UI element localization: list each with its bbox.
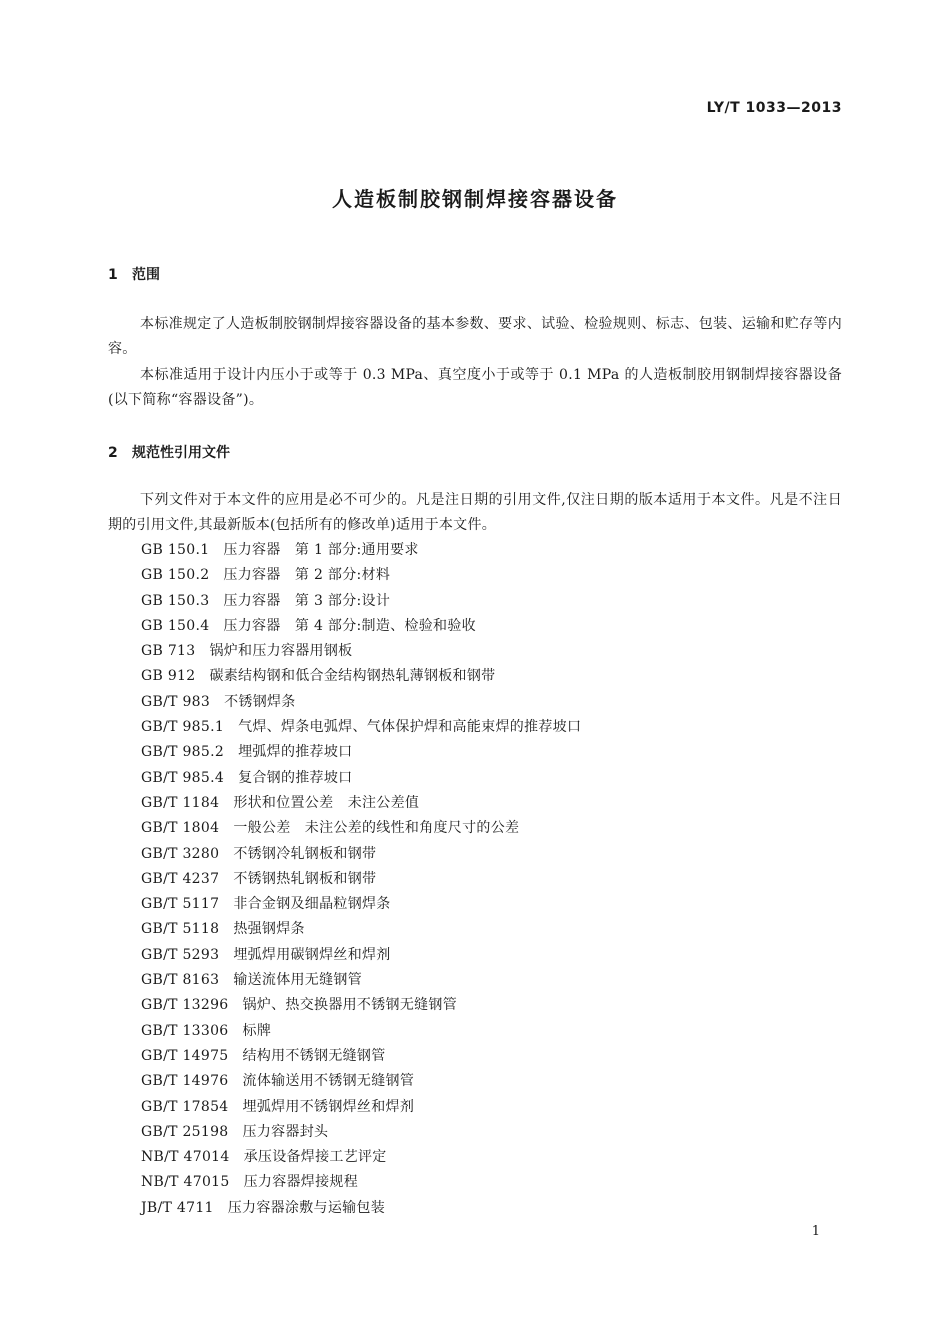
standard-code: LY/T 1033—2013 [706, 100, 842, 116]
reference-item [141, 968, 581, 993]
reference-item [141, 690, 581, 715]
normative-reference-list [141, 538, 581, 1221]
section-2-title: 规范性引用文件 [132, 445, 230, 461]
section-1-title: 范围 [132, 267, 160, 283]
reference-code: GB/T 5293 [141, 946, 220, 963]
document-title: 人造板制胶钢制焊接容器设备 [332, 187, 618, 211]
reference-title: 气焊、焊条电弧焊、气体保护焊和高能束焊的推荐坡口 [238, 719, 582, 736]
reference-title: 压力容器涂敷与运输包装 [227, 1199, 386, 1216]
reference-title: 不锈钢热轧钢板和钢带 [233, 870, 377, 887]
reference-title: 埋弧焊用碳钢焊丝和焊剂 [233, 946, 391, 963]
reference-code: GB/T 13296 [141, 997, 229, 1014]
reference-title: 压力容器封头 [242, 1123, 329, 1140]
section-1-heading [108, 264, 160, 284]
reference-item [141, 791, 581, 816]
section-1-number: 1 [108, 267, 118, 283]
reference-item [141, 943, 581, 968]
reference-title: 非合金钢及细晶粒钢焊条 [233, 896, 391, 913]
reference-item [141, 1145, 581, 1170]
reference-item [141, 563, 581, 588]
reference-item [141, 1095, 581, 1120]
reference-code: GB 150.1 [141, 542, 210, 558]
reference-item [141, 664, 581, 689]
reference-item [141, 538, 581, 563]
reference-item [141, 1170, 581, 1195]
reference-title: 输送流体用无缝钢管 [233, 972, 363, 989]
reference-title: 热强钢焊条 [233, 921, 305, 938]
reference-code: GB/T 4237 [141, 870, 220, 887]
reference-code: GB 150.2 [141, 567, 210, 584]
reference-title: 结构用不锈钢无缝钢管 [242, 1047, 386, 1064]
reference-title: 埋弧焊的推荐坡口 [238, 744, 353, 761]
reference-code: GB/T 983 [141, 693, 211, 710]
reference-title: 一般公差 未注公差的线性和角度尺寸的公差 [233, 820, 520, 837]
section-1-paragraph-1: 本标准规定了人造板制胶钢制焊接容器设备的基本参数、要求、试验、检验规则、标志、包装、运输和贮存等内容。 [108, 316, 842, 357]
section-2-number: 2 [108, 445, 118, 461]
reference-item [141, 639, 581, 664]
reference-title: 不锈钢冷轧钢板和钢带 [233, 845, 377, 862]
section-2-intro: 下列文件对于本文件的应用是必不可少的。凡是注日期的引用文件,仅注日期的版本适用于本文件。凡是不注日期的引用文件,其最新版本(包括所有的修改单)适用于本文件。 [108, 492, 842, 533]
reference-item [141, 917, 581, 942]
reference-item [141, 1196, 581, 1221]
reference-title: 锅炉和压力容器用钢板 [209, 643, 353, 660]
reference-title: 复合钢的推荐坡口 [238, 769, 353, 786]
reference-title: 标牌 [242, 1022, 272, 1039]
reference-code: GB 150.3 [141, 592, 210, 609]
reference-title: 压力容器 第 2 部分:材料 [223, 567, 391, 584]
section-2-heading [108, 442, 230, 462]
reference-code: GB/T 985.1 [141, 719, 225, 736]
reference-title: 不锈钢焊条 [224, 693, 296, 710]
reference-code: GB/T 25198 [141, 1123, 229, 1140]
reference-code: GB/T 14976 [141, 1073, 229, 1090]
reference-item [141, 867, 581, 892]
reference-code: GB/T 5118 [141, 921, 220, 938]
page-number: 1 [811, 1224, 820, 1239]
reference-code: GB/T 8163 [141, 972, 220, 989]
reference-item [141, 842, 581, 867]
reference-item [141, 614, 581, 639]
reference-title: 压力容器 第 3 部分:设计 [223, 592, 391, 609]
reference-item [141, 1069, 581, 1094]
reference-code: NB/T 47015 [141, 1174, 230, 1191]
reference-title: 流体输送用不锈钢无缝钢管 [242, 1073, 415, 1090]
reference-item [141, 1044, 581, 1069]
reference-item [141, 816, 581, 841]
reference-title: 埋弧焊用不锈钢焊丝和焊剂 [242, 1098, 415, 1115]
section-1-paragraph-2: 本标准适用于设计内压小于或等于 0.3 MPa、真空度小于或等于 0.1 MPa 的人造板制胶用钢制焊接容器设备(以下简称“容器设备”)。 [108, 367, 842, 408]
reference-code: JB/T 4711 [141, 1199, 214, 1216]
reference-title: 承压设备焊接工艺评定 [243, 1149, 387, 1166]
reference-item [141, 1120, 581, 1145]
reference-item [141, 715, 581, 740]
reference-item [141, 589, 581, 614]
reference-code: GB/T 985.4 [141, 769, 225, 786]
reference-code: GB 150.4 [141, 617, 210, 634]
reference-title: 碳素结构钢和低合金结构钢热轧薄钢板和钢带 [209, 668, 496, 685]
reference-code: GB/T 5117 [141, 896, 220, 913]
reference-code: GB/T 3280 [141, 845, 220, 862]
reference-title: 压力容器焊接规程 [243, 1174, 358, 1191]
reference-code: GB/T 17854 [141, 1098, 229, 1115]
reference-code: GB 713 [141, 643, 196, 660]
reference-code: GB/T 14975 [141, 1047, 229, 1064]
reference-item [141, 740, 581, 765]
reference-code: GB 912 [141, 668, 196, 685]
reference-code: GB/T 1184 [141, 794, 220, 811]
reference-code: GB/T 13306 [141, 1022, 229, 1039]
reference-title: 压力容器 第 4 部分:制造、检验和验收 [223, 617, 476, 634]
reference-item [141, 993, 581, 1018]
reference-item [141, 766, 581, 791]
reference-item [141, 1019, 581, 1044]
reference-code: GB/T 1804 [141, 820, 220, 837]
reference-item [141, 892, 581, 917]
reference-title: 形状和位置公差 未注公差值 [233, 794, 420, 811]
reference-code: GB/T 985.2 [141, 744, 225, 761]
reference-code: NB/T 47014 [141, 1149, 230, 1166]
reference-title: 压力容器 第 1 部分:通用要求 [223, 542, 419, 558]
reference-title: 锅炉、热交换器用不锈钢无缝钢管 [242, 997, 458, 1014]
